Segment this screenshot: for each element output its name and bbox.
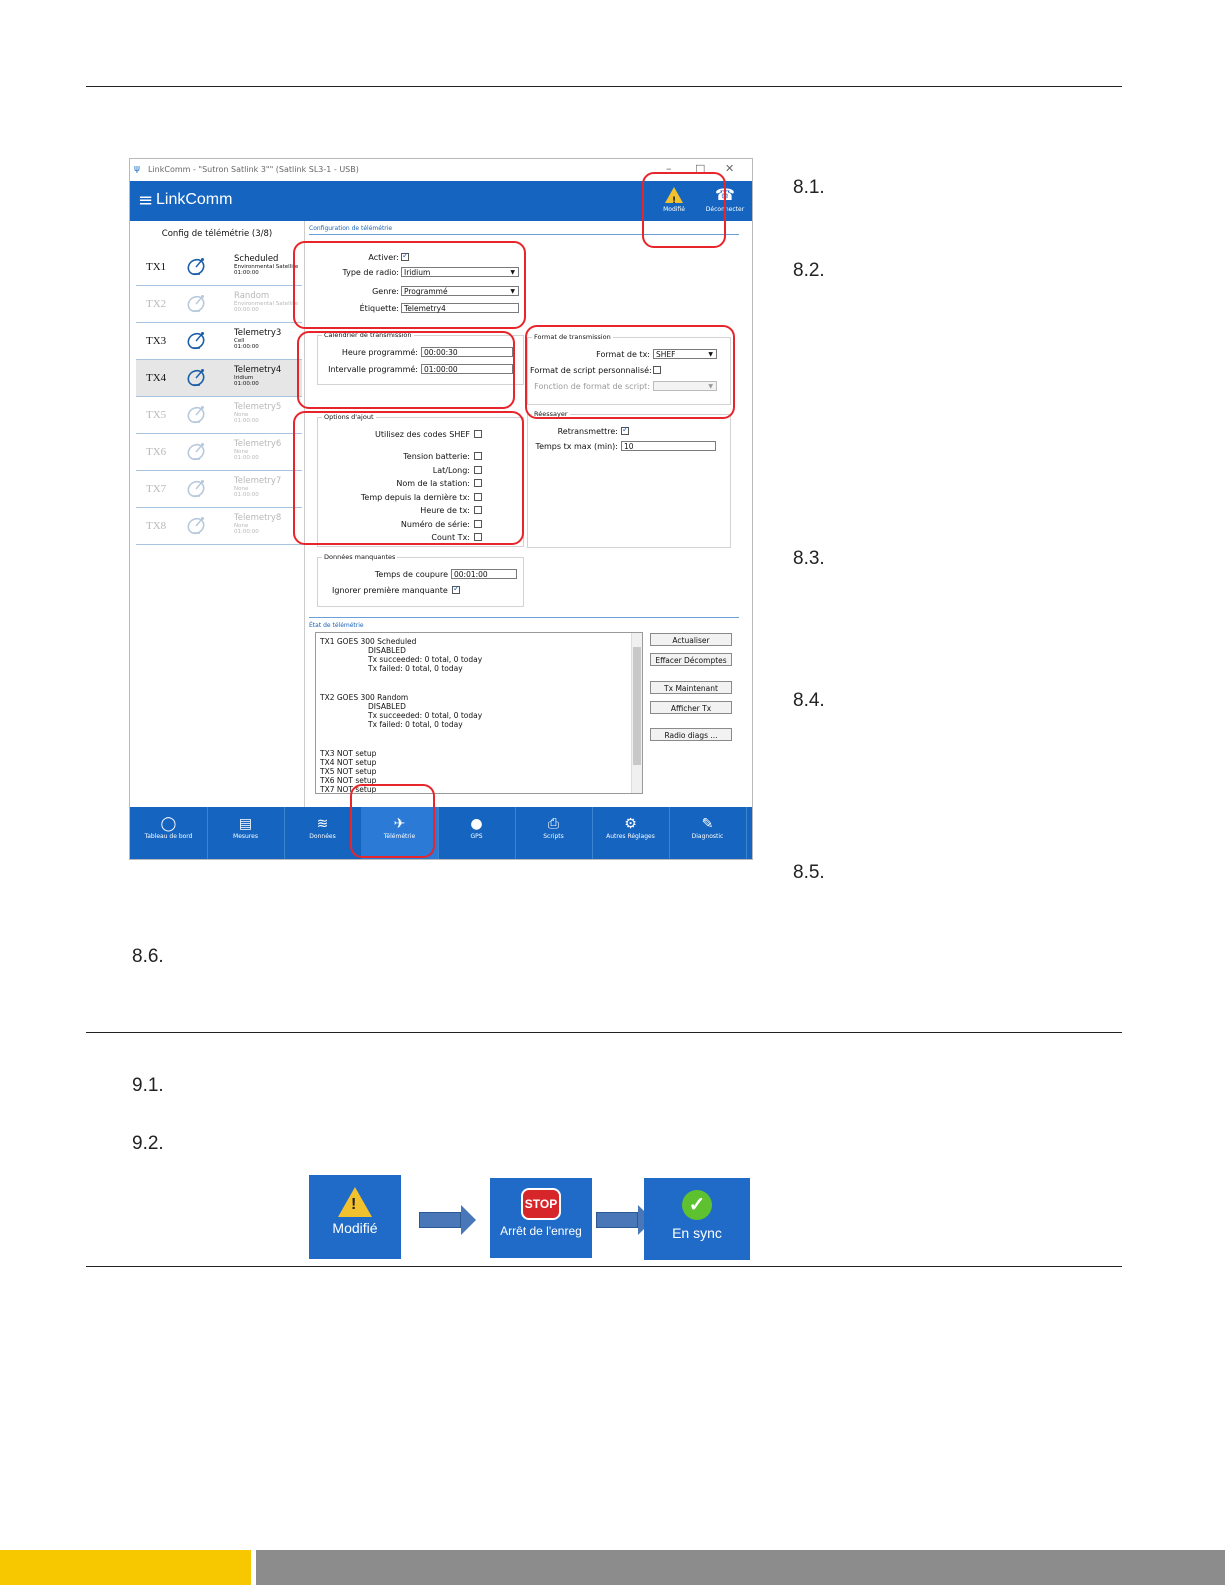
telemetry-list-panel — [130, 221, 305, 807]
radio-type-label: Type de radio: — [342, 268, 399, 277]
status-line: TX7 NOT setup — [320, 785, 377, 794]
missing-data-title: Données manquantes — [324, 553, 396, 561]
telemetry-interval: 01:00:00 — [234, 344, 259, 350]
telemetry-details — [234, 338, 259, 350]
nav-tab-label: Autres Réglages — [606, 833, 655, 840]
status-log[interactable] — [315, 632, 643, 794]
nav-tab-label: Mesures — [233, 833, 258, 840]
telemetry-list-item[interactable] — [136, 471, 302, 508]
telemetry-details — [234, 523, 259, 535]
telemetry-details — [234, 412, 259, 424]
hamburger-menu-icon[interactable]: ≡ — [138, 190, 154, 211]
satellite-dish-icon — [186, 255, 208, 277]
gear-icon: ⚙ — [624, 816, 637, 832]
step-8-5: 8.5. — [793, 862, 825, 883]
status-line: DISABLED — [368, 702, 406, 711]
nav-tab-label: GPS — [470, 833, 483, 840]
telemetry-id: TX8 — [146, 520, 167, 532]
telemetry-name: Telemetry8 — [234, 513, 282, 523]
telemetry-id: TX7 — [146, 483, 167, 495]
telemetry-radio: None — [234, 449, 249, 455]
dashboard-icon: ◯ — [160, 816, 177, 832]
format-group-title: Format de transmission — [534, 333, 611, 341]
arrow-right-icon — [596, 1212, 638, 1228]
status-section-label: État de télémétrie — [309, 622, 364, 629]
highlight-options — [293, 411, 524, 545]
stop-recording-status-button — [490, 1178, 592, 1258]
refresh-button[interactable]: Actualiser — [650, 633, 732, 646]
coupure-label: Temps de coupure — [374, 570, 448, 579]
activer-label: Activer: — [368, 253, 399, 262]
nav-tab-label: Tableau de bord — [144, 833, 193, 840]
option-label: Nom de la station: — [396, 479, 470, 488]
linkcomm-app-icon: ψ — [134, 164, 140, 174]
satellite-dish-icon — [186, 329, 208, 351]
top-rule — [86, 86, 1122, 87]
show-tx-button[interactable]: Afficher Tx — [650, 701, 732, 714]
retransmit-checkbox[interactable] — [621, 427, 629, 435]
tempsmax-input[interactable]: 10 — [621, 441, 716, 451]
middle-rule — [86, 1032, 1122, 1033]
radio-diags-button[interactable]: Radio diags ... — [650, 728, 732, 741]
stop-recording-label: Arrêt de l'enreg — [500, 1224, 582, 1238]
nav-tab-label: Données — [309, 833, 336, 840]
telemetry-interval: 01:00:00 — [234, 529, 259, 535]
etiquette-label: Étiquette: — [359, 304, 399, 313]
step-9-1: 9.1. — [132, 1075, 164, 1096]
telemetry-list-item[interactable] — [136, 249, 302, 286]
shef-label: Utilisez des codes SHEF — [375, 430, 470, 439]
status-line: Tx succeeded: 0 total, 0 today — [368, 655, 483, 664]
in-sync-label: En sync — [672, 1225, 722, 1241]
telemetry-details — [234, 301, 298, 313]
status-line: Tx failed: 0 total, 0 today — [368, 720, 463, 729]
chevron-down-icon: ▼ — [708, 351, 713, 358]
format-tx-label: Format de tx: — [596, 350, 650, 359]
radio-type-select[interactable]: Iridium ▼ — [401, 267, 519, 277]
option-label: Lat/Long: — [432, 465, 470, 475]
satellite-dish-icon — [186, 292, 208, 314]
satellite-dish-icon — [186, 440, 208, 462]
measurements-icon: ▤ — [238, 816, 253, 832]
clear-counts-button[interactable]: Effacer Décomptes — [650, 653, 732, 666]
nav-tab-measurements[interactable] — [207, 807, 285, 859]
step-8-2: 8.2. — [793, 260, 825, 281]
telemetry-radio: None — [234, 412, 249, 418]
highlight-modified — [642, 172, 726, 248]
step-8-6: 8.6. — [132, 946, 164, 967]
step-8-3: 8.3. — [793, 548, 825, 569]
options-group-title: Options d'ajout — [324, 413, 374, 421]
option-label: Temp depuis la dernière tx: — [360, 492, 470, 502]
status-line: Tx succeeded: 0 total, 0 today — [368, 711, 483, 720]
retry-group — [527, 410, 731, 548]
satellite-dish-icon — [186, 514, 208, 536]
retry-group-title: Réessayer — [534, 410, 568, 418]
nav-tab-label: Diagnostic — [691, 833, 724, 840]
heure-label: Heure programmé: — [341, 348, 418, 357]
telemetry-list-item[interactable] — [136, 508, 302, 545]
telemetry-id: TX1 — [146, 261, 167, 273]
script-function-label: Fonction de format de script: — [534, 382, 650, 391]
highlight-format — [525, 325, 735, 419]
telemetry-details — [234, 449, 259, 461]
telemetry-id: TX4 — [146, 372, 167, 384]
close-icon[interactable]: ✕ — [725, 162, 735, 175]
status-line: Tx failed: 0 total, 0 today — [368, 664, 463, 673]
genre-label: Genre: — [372, 287, 399, 296]
status-section-line — [309, 617, 739, 618]
phone-disconnect-icon: ☎ — [715, 185, 735, 204]
checkmark-icon: ✓ — [682, 1190, 712, 1220]
intervalle-input[interactable]: 01:00:00 — [421, 364, 513, 374]
telemetry-list-item[interactable] — [136, 323, 302, 360]
tx-now-button[interactable]: Tx Maintenant — [650, 681, 732, 694]
telemetry-name: Telemetry3 — [234, 328, 282, 338]
status-line: TX1 GOES 300 Scheduled — [320, 637, 417, 646]
status-line: TX3 NOT setup — [320, 749, 377, 758]
wrench-icon: ✎ — [701, 816, 714, 832]
status-line: TX6 NOT setup — [320, 776, 377, 785]
missing-data-group — [317, 553, 524, 607]
status-line: TX2 GOES 300 Random — [320, 693, 409, 702]
format-tx-select[interactable]: SHEF ▼ — [653, 349, 717, 359]
satellite-dish-icon — [186, 366, 208, 388]
minimize-icon[interactable]: – — [666, 162, 672, 175]
telemetry-name: Telemetry4 — [234, 365, 282, 375]
option-label: Count Tx: — [431, 533, 470, 542]
step-8-1: 8.1. — [793, 177, 825, 198]
highlight-config — [293, 241, 526, 329]
telemetry-name: Random — [234, 291, 270, 301]
telemetry-name: Scheduled — [234, 254, 279, 264]
in-sync-status-button — [644, 1178, 750, 1260]
warning-icon: ! — [647, 184, 701, 206]
satellite-dish-icon — [186, 403, 208, 425]
telemetry-list-item[interactable] — [136, 286, 302, 323]
bottom-navigation — [130, 807, 752, 859]
coupure-input[interactable]: 00:01:00 — [451, 569, 517, 579]
nav-tab-dashboard[interactable] — [130, 807, 208, 859]
telemetry-list-item[interactable] — [136, 434, 302, 471]
scripts-icon: ⎙ — [547, 816, 560, 832]
chevron-down-icon: ▼ — [708, 383, 713, 390]
telemetry-id: TX5 — [146, 409, 167, 421]
status-line: DISABLED — [368, 646, 406, 655]
telemetry-radio: Iridium — [234, 375, 254, 381]
option-label: Tension batterie: — [403, 452, 470, 461]
status-line: TX5 NOT setup — [320, 767, 377, 776]
maximize-icon[interactable]: □ — [695, 162, 706, 175]
nav-tab-gear[interactable] — [592, 807, 670, 859]
telemetry-radio: None — [234, 523, 249, 529]
highlight-telemetry-tab — [350, 784, 435, 858]
intervalle-label: Intervalle programmé: — [328, 365, 418, 374]
warning-icon: ! — [338, 1187, 372, 1217]
status-line: TX4 NOT setup — [320, 758, 377, 767]
telemetry-interval: 01:00:00 — [234, 492, 259, 498]
nav-tab-scripts[interactable] — [515, 807, 593, 859]
nav-tab-label: Télémétrie — [383, 833, 416, 840]
data-chart-icon: ≋ — [316, 816, 329, 832]
telemetry-interval: 01:00:00 — [234, 418, 259, 424]
footer-yellow-bar — [0, 1550, 251, 1585]
ignorer-checkbox[interactable] — [452, 586, 460, 594]
telemetry-id: TX3 — [146, 335, 167, 347]
telemetry-list-item[interactable] — [136, 397, 302, 434]
genre-select[interactable]: Programmé ▼ — [401, 286, 519, 296]
nav-tab-wrench[interactable] — [669, 807, 747, 859]
telemetry-radio: Environmental Satellite — [234, 264, 299, 270]
telemetry-interval: 01:00:00 — [234, 270, 259, 276]
modified-status-label: Modifié — [332, 1220, 378, 1236]
telemetry-details — [234, 264, 298, 276]
etiquette-input[interactable]: Telemetry4 — [401, 303, 519, 313]
tempsmax-label: Temps tx max (min): — [535, 442, 618, 451]
config-section-label: Configuration de télémétrie — [309, 225, 393, 232]
chevron-down-icon: ▼ — [510, 269, 515, 276]
telemetry-name: Telemetry6 — [234, 439, 282, 449]
telemetry-list-item[interactable] — [136, 360, 302, 397]
highlight-schedule — [297, 331, 515, 409]
telemetry-details — [234, 486, 259, 498]
telemetry-radio: Cell — [234, 338, 245, 344]
telemetry-id: TX2 — [146, 298, 167, 310]
bottom-rule — [86, 1266, 1122, 1267]
satellite-dish-icon — [186, 477, 208, 499]
window-title: LinkComm - "Sutron Satlink 3"" (Satlink SL3-1 - USB) — [148, 165, 359, 174]
step-9-2: 9.2. — [132, 1133, 164, 1154]
modified-label: Modifié — [663, 206, 685, 213]
arrow-right-icon — [419, 1212, 461, 1228]
retransmit-label: Retransmettre: — [557, 427, 618, 436]
option-label: Numéro de série: — [400, 519, 470, 529]
linkcomm-window — [129, 158, 753, 860]
gps-pin-icon: ● — [470, 816, 483, 832]
telemetry-details — [234, 375, 259, 387]
chevron-down-icon: ▼ — [510, 288, 515, 295]
app-title: LinkComm — [156, 191, 233, 208]
telemetry-radio: Environmental Satellite — [234, 301, 299, 307]
script-format-label: Format de script personnalisé: — [530, 366, 652, 375]
nav-tab-gps-pin[interactable] — [438, 807, 516, 859]
footer-gray-bar — [256, 1550, 1225, 1585]
telemetry-interval: 00:00:00 — [234, 307, 259, 313]
stop-sign-icon: STOP — [521, 1188, 561, 1220]
telemetry-name: Telemetry5 — [234, 402, 282, 412]
telemetry-icon: ✈ — [393, 816, 406, 832]
heure-input[interactable]: 00:00:30 — [421, 347, 513, 357]
telemetry-list-title: Config de télémétrie (3/8) — [161, 229, 273, 239]
status-scrollbar[interactable] — [631, 633, 642, 793]
step-8-4: 8.4. — [793, 690, 825, 711]
telemetry-id: TX6 — [146, 446, 167, 458]
nav-tab-label: Scripts — [543, 833, 564, 840]
option-label: Heure de tx: — [420, 506, 470, 515]
schedule-group-title: Calendrier de transmission — [324, 331, 412, 339]
telemetry-name: Telemetry7 — [234, 476, 282, 486]
ignorer-label: Ignorer première manquante — [332, 586, 448, 595]
disconnect-label: Déconnecter — [705, 206, 745, 213]
telemetry-interval: 01:00:00 — [234, 381, 259, 387]
telemetry-radio: None — [234, 486, 249, 492]
modified-status-button — [309, 1175, 401, 1259]
status-scroll-thumb[interactable] — [633, 647, 641, 765]
telemetry-interval: 01:00:00 — [234, 455, 259, 461]
